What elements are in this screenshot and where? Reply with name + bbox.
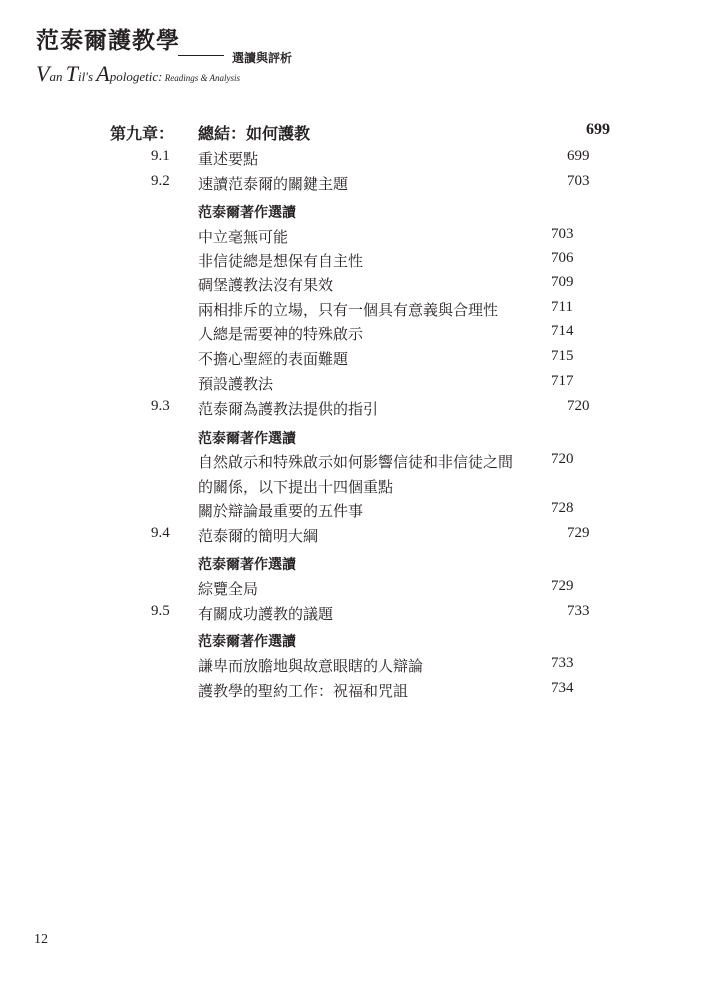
- readings-heading-row: [0, 554, 717, 578]
- reading-row: [0, 373, 717, 397]
- reading-page: 734: [551, 680, 574, 696]
- readings-heading-row: [0, 202, 717, 226]
- reading-title: 的關係，以下提出十四個重點: [198, 478, 394, 496]
- reading-title: 碉堡護教法沒有果效: [198, 276, 334, 294]
- reading-row: [0, 323, 717, 347]
- reading-page: 711: [551, 299, 573, 315]
- en-readings-analysis: Readings & Analysis: [162, 73, 241, 83]
- reading-row: [0, 655, 717, 679]
- section-number: 9.3: [151, 398, 170, 414]
- section-page: 720: [567, 398, 590, 414]
- section-number: 9.1: [151, 148, 170, 164]
- reading-page: 729: [551, 578, 574, 594]
- section-number: 9.4: [151, 525, 170, 541]
- section-row: [0, 525, 717, 549]
- section-row: [0, 173, 717, 197]
- reading-title: 兩相排斥的立場，只有一個具有意義與合理性: [198, 301, 499, 319]
- reading-page: 703: [551, 226, 574, 242]
- reading-page: 733: [551, 655, 574, 671]
- reading-row: [0, 500, 717, 524]
- section-title: 有關成功護教的議題: [198, 605, 334, 623]
- section-row: [0, 398, 717, 422]
- reading-page: 706: [551, 250, 574, 266]
- section-row: [0, 148, 717, 172]
- en-ils: il's: [77, 69, 97, 84]
- reading-title: 自然啟示和特殊啟示如何影響信徒和非信徒之間: [198, 453, 514, 471]
- section-page: 729: [567, 525, 590, 541]
- section-title: 范泰爾為護教法提供的指引: [198, 400, 379, 418]
- en-an: an: [49, 69, 66, 84]
- reading-title: 關於辯論最重要的五件事: [198, 502, 364, 520]
- en-letter-v: V: [36, 61, 50, 86]
- reading-row: [0, 299, 717, 323]
- reading-title: 護教學的聖約工作：祝福和咒詛: [198, 682, 409, 700]
- section-page: 699: [567, 148, 590, 164]
- section-number: 9.2: [151, 173, 170, 189]
- en-pologetic: pologetic:: [109, 69, 163, 84]
- reading-page: 715: [551, 348, 574, 364]
- reading-row-continued: [0, 476, 717, 500]
- section-number: 9.5: [151, 603, 170, 619]
- section-title: 范泰爾的簡明大綱: [198, 527, 319, 545]
- reading-title: 中立毫無可能: [198, 228, 289, 246]
- readings-heading: 范泰爾著作選讀: [198, 634, 296, 650]
- section-row: [0, 603, 717, 627]
- reading-title: 不擔心聖經的表面難題: [198, 350, 349, 368]
- section-title: 速讀范泰爾的關鍵主題: [198, 175, 349, 193]
- reading-row: [0, 226, 717, 250]
- chapter-number: 第九章：: [110, 126, 175, 143]
- readings-heading-row: [0, 428, 717, 452]
- readings-heading: 范泰爾著作選讀: [198, 431, 296, 447]
- readings-heading: 范泰爾著作選讀: [198, 205, 296, 221]
- section-page: 703: [567, 173, 590, 189]
- reading-page: 720: [551, 451, 574, 467]
- reading-page: 728: [551, 500, 574, 516]
- reading-title: 預設護教法: [198, 375, 274, 393]
- page-number: 12: [34, 932, 48, 947]
- chapter-page: 699: [586, 121, 610, 138]
- section-title: 重述要點: [198, 150, 259, 168]
- reading-page: 714: [551, 323, 574, 339]
- reading-row: [0, 680, 717, 704]
- reading-row: [0, 451, 717, 475]
- reading-row: [0, 250, 717, 274]
- readings-heading: 范泰爾著作選讀: [198, 557, 296, 573]
- chapter-title: 總結：如何護教: [198, 124, 311, 143]
- reading-title: 非信徒總是想保有自主性: [198, 252, 364, 270]
- reading-title: 綜覽全局: [198, 580, 259, 598]
- reading-row: [0, 274, 717, 298]
- chapter-row: [0, 121, 717, 145]
- book-title: 范泰爾護教學: [36, 27, 180, 54]
- section-page: 733: [567, 603, 590, 619]
- reading-title: 人總是需要神的特殊啟示: [198, 325, 364, 343]
- reading-page: 709: [551, 274, 574, 290]
- reading-row: [0, 348, 717, 372]
- book-subtitle: 選讀與評析: [232, 51, 293, 65]
- en-letter-a: A: [96, 61, 110, 86]
- reading-page: 717: [551, 373, 574, 389]
- en-letter-t: T: [65, 61, 78, 86]
- readings-heading-row: [0, 631, 717, 655]
- reading-row: [0, 578, 717, 602]
- reading-title: 謙卑而放膽地與故意眼瞎的人辯論: [198, 657, 424, 675]
